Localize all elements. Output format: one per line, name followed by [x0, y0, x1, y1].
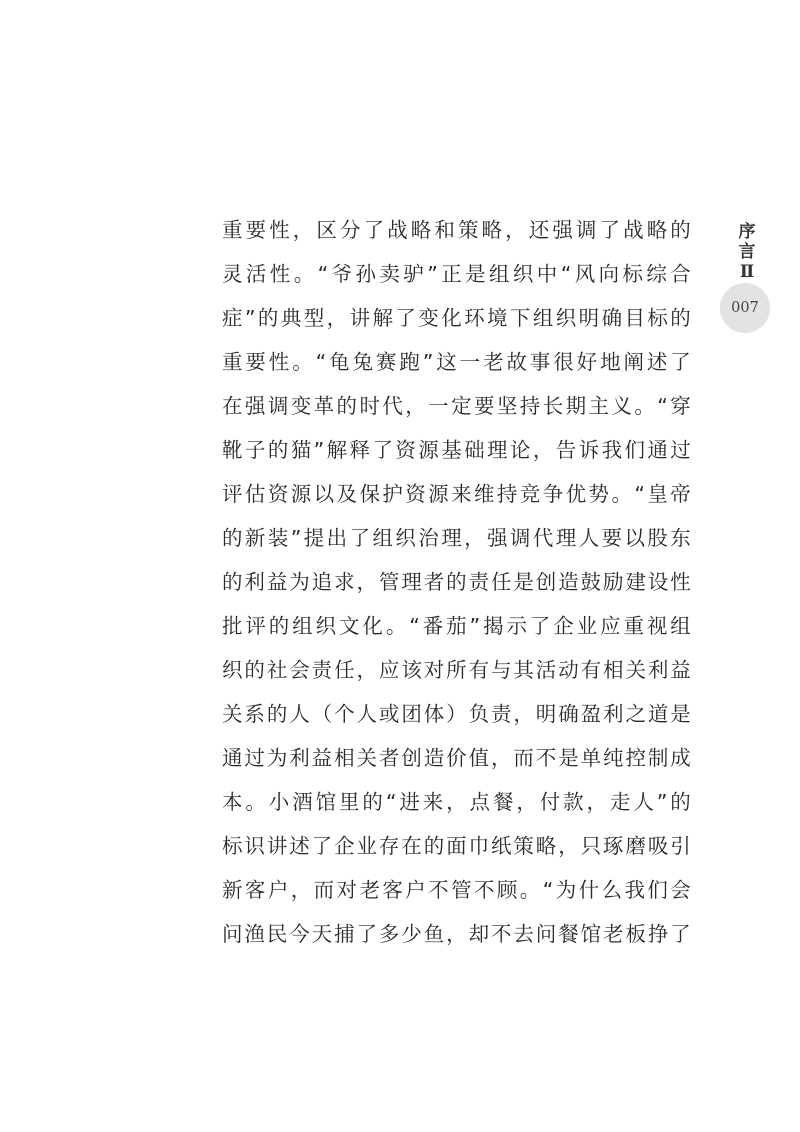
text-line: 评估资源以及保护资源来维持竞争优势。“皇帝: [222, 482, 692, 506]
text-line: 通过为利益相关者创造价值，而不是单纯控制成: [222, 746, 692, 770]
text-line: 在强调变革的时代，一定要坚持长期主义。“穿: [222, 394, 692, 418]
text-line: 的新装”提出了组织治理，强调代理人要以股东: [222, 526, 692, 550]
text-line: 问渔民今天捕了多少鱼，却不去问餐馆老板挣了: [222, 922, 692, 946]
text-line: 新客户，而对老客户不管不顾。“为什么我们会: [222, 878, 692, 902]
text-line: 标识讲述了企业存在的面巾纸策略，只琢磨吸引: [222, 834, 692, 858]
body-text: [222, 208, 692, 956]
section-label-char: 言: [738, 242, 756, 262]
text-line: 关系的人（个人或团体）负责，明确盈利之道是: [222, 702, 692, 726]
text-line: 批评的组织文化。“番茄”揭示了企业应重视组: [222, 614, 692, 638]
text-line: 织的社会责任，应该对所有与其活动有相关利益: [222, 658, 692, 682]
text-line: 本。小酒馆里的“进来，点餐，付款，走人”的: [222, 790, 692, 814]
text-line: 的利益为追求，管理者的责任是创造鼓励建设性: [222, 570, 692, 594]
text-line: 症”的典型，讲解了变化环境下组织明确目标的: [222, 306, 692, 330]
page-number: [720, 283, 770, 333]
page-number-text: 007: [731, 300, 759, 316]
text-line: 重要性。“龟兔赛跑”这一老故事很好地阐述了: [222, 350, 692, 374]
section-label-char: 序: [738, 222, 756, 242]
text-line: 灵活性。“爷孙卖驴”正是组织中“风向标综合: [222, 262, 692, 286]
section-label-char: Ⅱ: [739, 262, 755, 282]
text-line: 重要性，区分了战略和策略，还强调了战略的: [222, 218, 692, 242]
section-label: [732, 222, 762, 282]
text-line: 靴子的猫”解释了资源基础理论，告诉我们通过: [222, 438, 692, 462]
